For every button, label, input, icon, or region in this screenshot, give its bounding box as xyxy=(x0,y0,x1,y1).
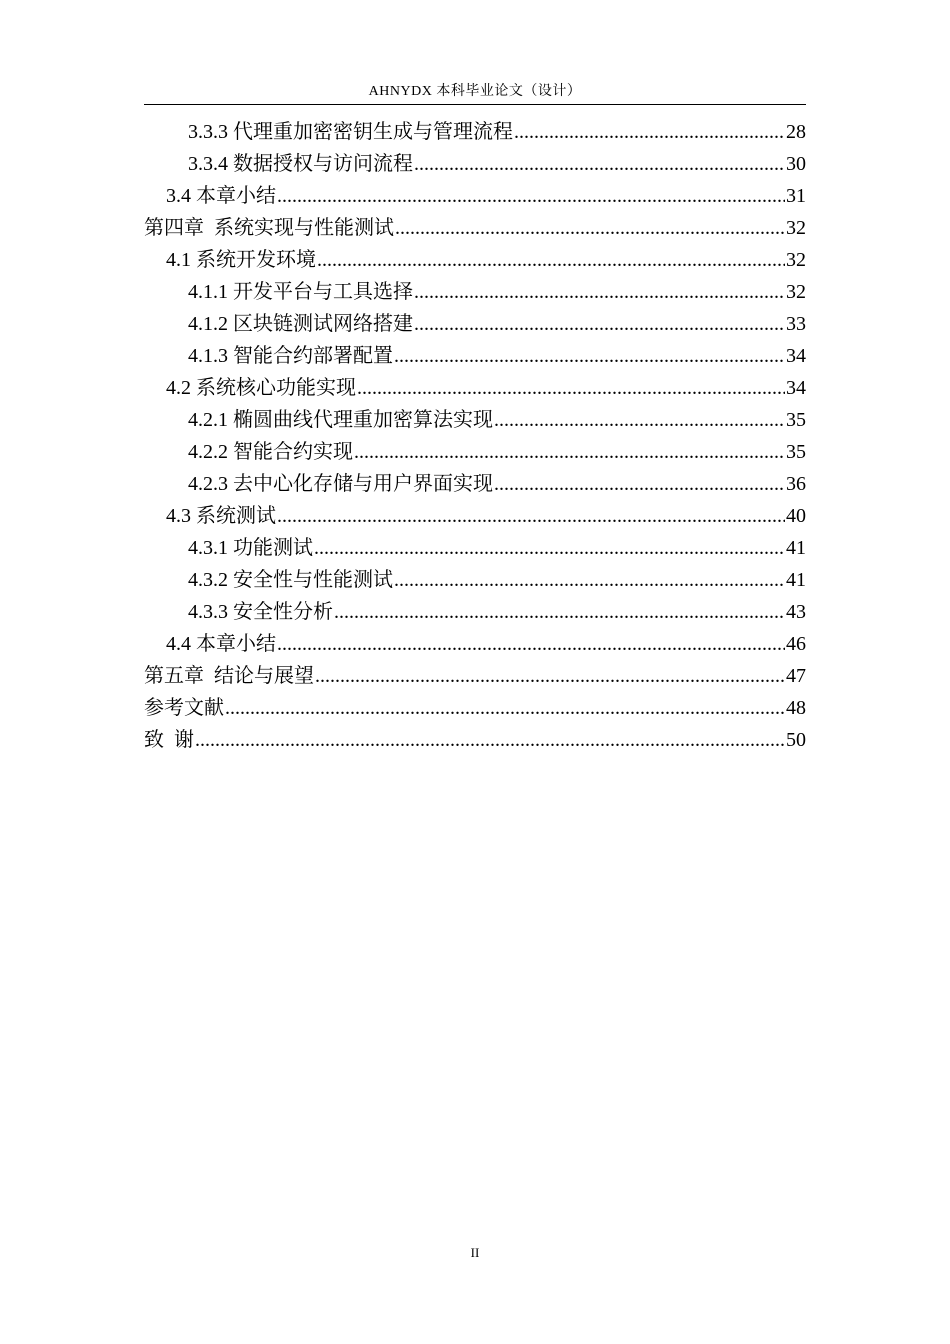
toc-entry[interactable] xyxy=(144,468,806,500)
toc-entry-page: 48 xyxy=(786,697,806,719)
toc-entry[interactable] xyxy=(144,340,806,372)
toc-entry[interactable] xyxy=(144,500,806,532)
toc-entry-title: 3.3.4 数据授权与访问流程 xyxy=(188,153,413,175)
toc-dot-leader xyxy=(394,564,785,596)
toc-entry-title: 4.1.3 智能合约部署配置 xyxy=(188,345,393,367)
toc-dot-leader xyxy=(195,724,785,756)
toc-entry[interactable] xyxy=(144,116,806,148)
toc-dot-leader xyxy=(334,596,785,628)
toc-entry-page: 41 xyxy=(786,569,806,591)
toc-entry-title: 第五章 结论与展望 xyxy=(144,665,314,687)
toc-entry-page: 36 xyxy=(786,473,806,495)
toc-entry-page: 41 xyxy=(786,537,806,559)
toc-entry-page: 34 xyxy=(786,377,806,399)
toc-entry[interactable] xyxy=(144,404,806,436)
toc-dot-leader xyxy=(395,212,785,244)
toc-entry[interactable] xyxy=(144,148,806,180)
toc-dot-leader xyxy=(514,116,785,148)
toc-entry-page: 31 xyxy=(786,185,806,207)
toc-entry[interactable] xyxy=(144,372,806,404)
toc-dot-leader xyxy=(414,308,785,340)
toc-dot-leader xyxy=(494,468,785,500)
toc-entry-title: 4.3 系统测试 xyxy=(166,505,276,527)
toc-entry-title: 3.3.3 代理重加密密钥生成与管理流程 xyxy=(188,121,513,143)
toc-dot-leader xyxy=(277,628,785,660)
toc-entry[interactable] xyxy=(144,212,806,244)
toc-entry-page: 47 xyxy=(786,665,806,687)
toc-entry-title: 致 谢 xyxy=(144,729,194,751)
toc-dot-leader xyxy=(277,500,785,532)
toc-entry-title: 4.2.2 智能合约实现 xyxy=(188,441,353,463)
toc-entry[interactable] xyxy=(144,596,806,628)
toc-entry-page: 35 xyxy=(786,409,806,431)
toc-dot-leader xyxy=(414,276,785,308)
toc-entry-page: 30 xyxy=(786,153,806,175)
toc-entry-page: 32 xyxy=(786,281,806,303)
toc-entry-title: 4.4 本章小结 xyxy=(166,633,276,655)
toc-entry-title: 4.3.2 安全性与性能测试 xyxy=(188,569,393,591)
toc-dot-leader xyxy=(354,436,785,468)
toc-entry-title: 4.2 系统核心功能实现 xyxy=(166,377,356,399)
toc-dot-leader xyxy=(225,692,785,724)
toc-dot-leader xyxy=(494,404,785,436)
toc-entry-title: 4.3.3 安全性分析 xyxy=(188,601,333,623)
toc-entry-page: 34 xyxy=(786,345,806,367)
toc-entry-page: 46 xyxy=(786,633,806,655)
toc-entry[interactable] xyxy=(144,276,806,308)
toc-entry-title: 4.1.1 开发平台与工具选择 xyxy=(188,281,413,303)
toc-entry[interactable] xyxy=(144,628,806,660)
toc-dot-leader xyxy=(277,180,785,212)
page-header: AHNYDX 本科毕业论文（设计） xyxy=(368,84,582,99)
toc-entry-title: 4.1.2 区块链测试网络搭建 xyxy=(188,313,413,335)
toc-entry-page: 35 xyxy=(786,441,806,463)
toc-entry-title: 4.3.1 功能测试 xyxy=(188,537,313,559)
header-rule xyxy=(144,104,806,105)
toc-entry[interactable] xyxy=(144,436,806,468)
toc-entry-page: 32 xyxy=(786,249,806,271)
toc-dot-leader xyxy=(317,244,785,276)
toc-entry[interactable] xyxy=(144,244,806,276)
toc-dot-leader xyxy=(314,532,785,564)
toc-entry-page: 43 xyxy=(786,601,806,623)
toc-entry-title: 第四章 系统实现与性能测试 xyxy=(144,217,394,239)
toc-dot-leader xyxy=(394,340,785,372)
page-number: II xyxy=(470,1245,480,1260)
toc-entry-title: 4.2.1 椭圆曲线代理重加密算法实现 xyxy=(188,409,493,431)
toc-entry-page: 40 xyxy=(786,505,806,527)
toc-entry-page: 32 xyxy=(786,217,806,239)
table-of-contents xyxy=(144,116,806,756)
toc-entry-title: 4.1 系统开发环境 xyxy=(166,249,316,271)
toc-entry-page: 33 xyxy=(786,313,806,335)
toc-dot-leader xyxy=(357,372,785,404)
toc-entry[interactable] xyxy=(144,308,806,340)
toc-entry-title: 4.2.3 去中心化存储与用户界面实现 xyxy=(188,473,493,495)
toc-dot-leader xyxy=(315,660,785,692)
toc-entry[interactable] xyxy=(144,180,806,212)
toc-entry[interactable] xyxy=(144,532,806,564)
toc-entry[interactable] xyxy=(144,660,806,692)
toc-entry[interactable] xyxy=(144,564,806,596)
toc-entry-page: 28 xyxy=(786,121,806,143)
toc-dot-leader xyxy=(414,148,785,180)
toc-entry[interactable] xyxy=(144,692,806,724)
toc-entry-page: 50 xyxy=(786,729,806,751)
toc-entry-title: 3.4 本章小结 xyxy=(166,185,276,207)
toc-entry-title: 参考文献 xyxy=(144,697,224,719)
toc-entry[interactable] xyxy=(144,724,806,756)
